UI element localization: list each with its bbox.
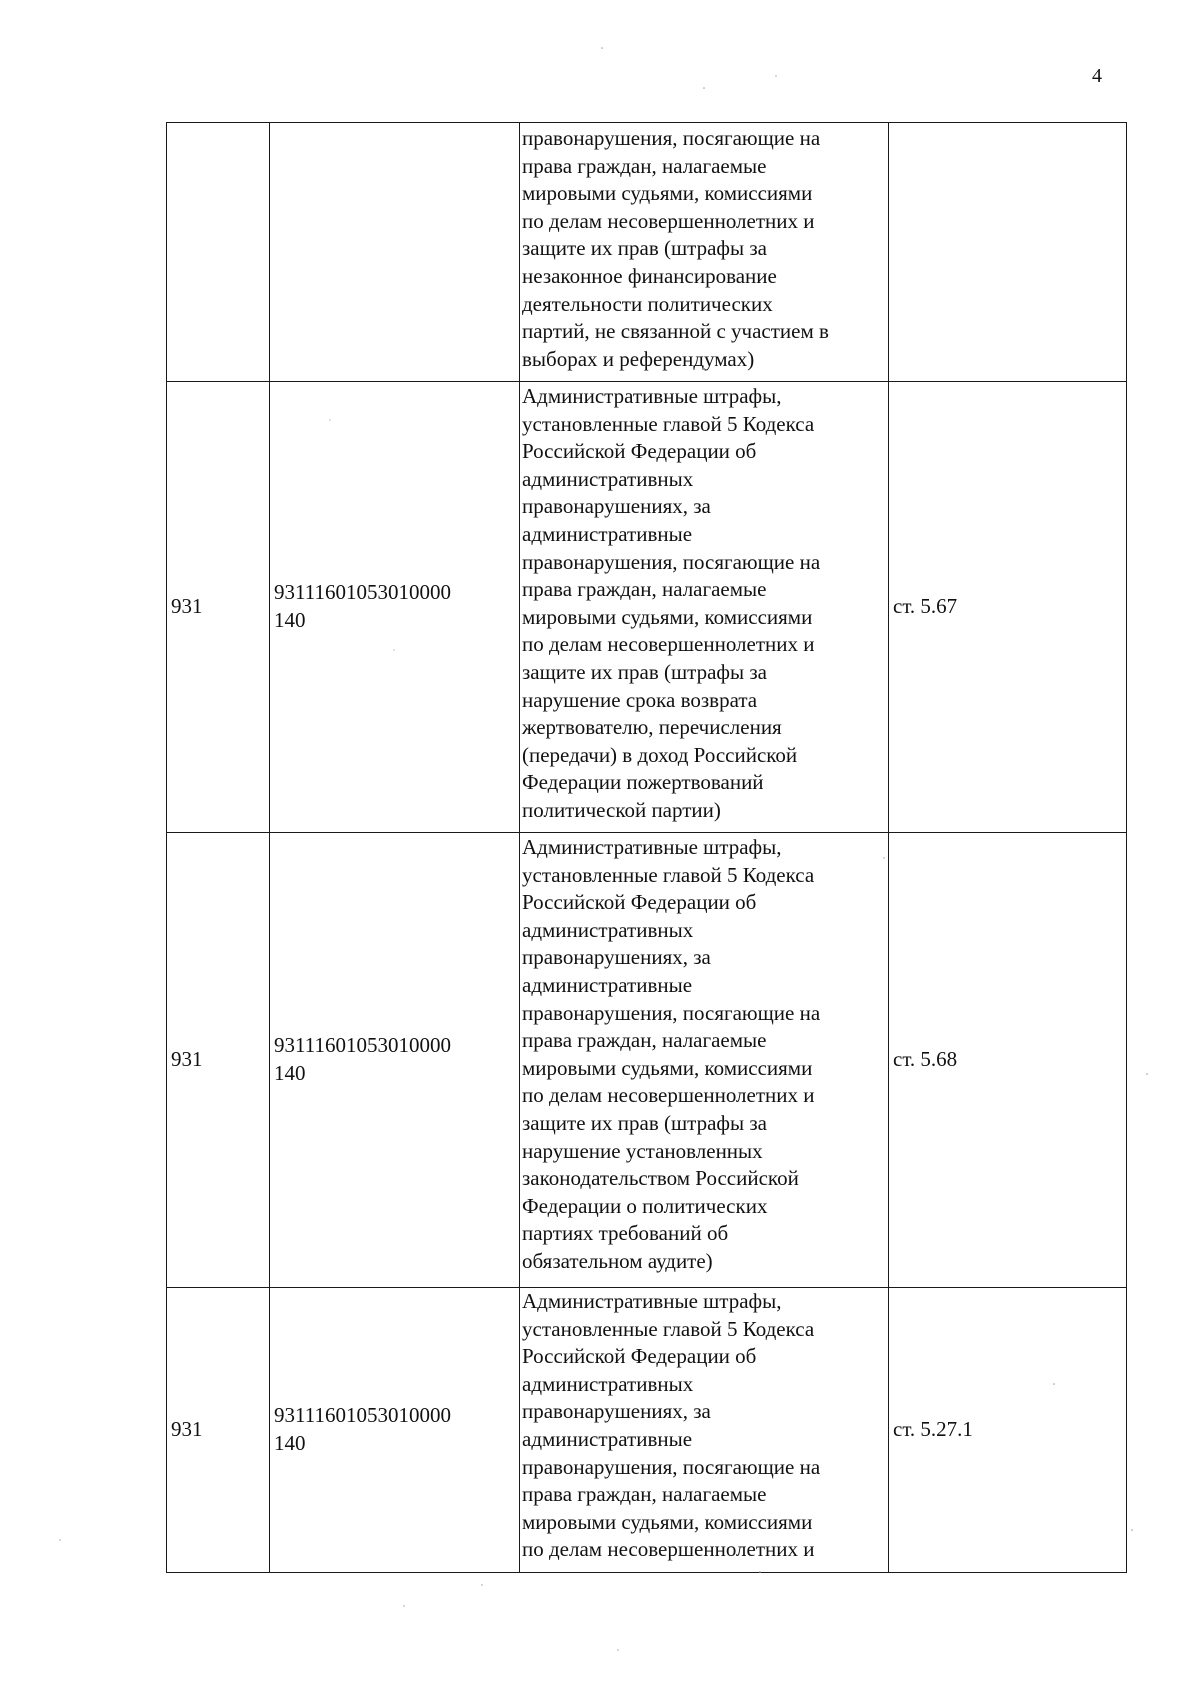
budget-code-line: 93111601053010000 <box>274 1403 451 1428</box>
table-row <box>167 382 1127 833</box>
description-line: административные <box>522 1426 693 1451</box>
article-reference-cell <box>889 123 1127 382</box>
description-line: Российской Федерации об <box>522 890 757 915</box>
description-line: (передачи) в доход Российской <box>522 742 798 767</box>
description-line: административные <box>522 521 693 546</box>
page-number: 4 <box>1092 65 1102 87</box>
description-line: законодательством Российской <box>522 1166 799 1191</box>
article-reference-cell: ст. 5.68 <box>889 833 1127 1288</box>
description-line: правонарушения, посягающие на <box>522 549 821 574</box>
description-line: правонарушения, посягающие на <box>522 1454 821 1479</box>
description-line: защите их прав (штрафы за <box>522 236 767 261</box>
description-line: партий, не связанной с участием в <box>522 319 829 344</box>
description-line: правонарушения, посягающие на <box>522 126 821 150</box>
admin-code-cell: 931 <box>167 382 270 833</box>
fines-table-body <box>167 123 1127 1573</box>
description-line: мировыми судьями, комиссиями <box>522 1055 813 1080</box>
description-line: жертвователю, перечисления <box>522 715 782 740</box>
description-line: права граждан, налагаемые <box>522 577 767 602</box>
description-line: защите их прав (штрафы за <box>522 1110 767 1135</box>
description-line: по делам несовершеннолетних и <box>522 632 815 657</box>
description-line: права граждан, налагаемые <box>522 1028 767 1053</box>
description-line: Российской Федерации об <box>522 1344 757 1369</box>
fine-description-cell <box>520 382 889 833</box>
description-line: правонарушения, посягающие на <box>522 1000 821 1025</box>
description-line: установленные главой 5 Кодекса <box>522 862 815 887</box>
description-line: мировыми судьями, комиссиями <box>522 604 813 629</box>
description-line: административных <box>522 1371 694 1396</box>
budget-code-line: 93111601053010000 <box>274 1033 451 1058</box>
description-line: административные <box>522 972 693 997</box>
fines-table <box>166 122 1127 1573</box>
description-line: Административные штрафы, <box>522 384 782 408</box>
description-line: мировыми судьями, комиссиями <box>522 1509 813 1534</box>
description-line: права граждан, налагаемые <box>522 1482 767 1507</box>
admin-code-cell: 931 <box>167 833 270 1288</box>
description-line: Федерации пожертвований <box>522 770 764 795</box>
budget-code-line: 140 <box>274 1431 306 1455</box>
budget-code-line: 140 <box>274 1061 306 1085</box>
description-line: Административные штрафы, <box>522 1289 782 1313</box>
table-row <box>167 833 1127 1288</box>
description-line: Российской Федерации об <box>522 439 757 464</box>
description-line: Федерации о политических <box>522 1193 768 1218</box>
description-line: правонарушениях, за <box>522 1399 711 1424</box>
description-line: административных <box>522 466 694 491</box>
description-line: партиях требований об <box>522 1221 729 1246</box>
description-line: по делам несовершеннолетних и <box>522 208 815 233</box>
description-line: по делам несовершеннолетних и <box>522 1083 815 1108</box>
description-line: нарушение срока возврата <box>522 687 758 712</box>
fine-description-cell <box>520 833 889 1288</box>
description-line: права граждан, налагаемые <box>522 153 767 178</box>
description-line: незаконное финансирование <box>522 263 777 288</box>
budget-code-cell <box>270 382 520 833</box>
budget-code-cell <box>270 833 520 1288</box>
description-line: выборах и референдумах) <box>522 346 755 371</box>
description-line: Административные штрафы, <box>522 835 782 859</box>
budget-code-line: 93111601053010000 <box>274 580 451 605</box>
description-line: установленные главой 5 Кодекса <box>522 411 815 436</box>
description-line: обязательном аудите) <box>522 1248 713 1273</box>
description-line: правонарушениях, за <box>522 494 711 519</box>
admin-code-cell: 931 <box>167 1288 270 1573</box>
fine-description-cell <box>520 123 889 382</box>
description-line: установленные главой 5 Кодекса <box>522 1316 815 1341</box>
article-reference-cell: ст. 5.67 <box>889 382 1127 833</box>
admin-code-cell <box>167 123 270 382</box>
description-line: защите их прав (штрафы за <box>522 659 767 684</box>
article-reference-cell: ст. 5.27.1 <box>889 1288 1127 1573</box>
budget-code-cell <box>270 1288 520 1573</box>
description-line: мировыми судьями, комиссиями <box>522 181 813 206</box>
fine-description-cell <box>520 1288 889 1573</box>
budget-code-cell <box>270 123 520 382</box>
description-line: нарушение установленных <box>522 1138 763 1163</box>
budget-code-line: 140 <box>274 608 306 632</box>
description-line: правонарушениях, за <box>522 945 711 970</box>
description-line: по делам несовершеннолетних и <box>522 1537 815 1562</box>
table-row <box>167 123 1127 382</box>
description-line: политической партии) <box>522 797 721 822</box>
description-line: административных <box>522 917 694 942</box>
description-line: деятельности политических <box>522 291 773 316</box>
table-row <box>167 1288 1127 1573</box>
